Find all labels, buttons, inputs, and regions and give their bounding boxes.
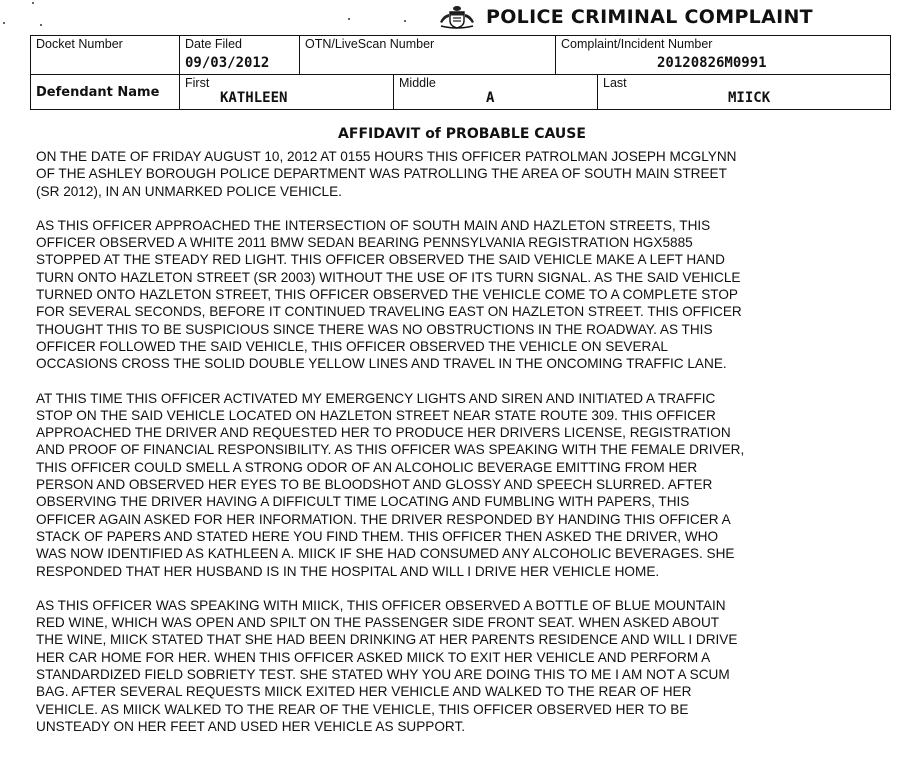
complaint-number-label: Complaint/Incident Number (561, 37, 713, 51)
last-name-label: Last (603, 76, 627, 90)
first-name-cell (180, 75, 394, 110)
docket-number-label: Docket Number (36, 37, 123, 51)
date-filed-cell (180, 36, 300, 75)
last-name-cell (598, 75, 891, 110)
otn-label: OTN/LiveScan Number (305, 37, 435, 51)
middle-name-value: A (486, 90, 495, 106)
affidavit-body (36, 148, 886, 752)
form-header (436, 4, 813, 30)
form-title: POLICE CRIMINAL COMPLAINT (486, 6, 813, 28)
complaint-number-value: 20120826M0991 (657, 55, 767, 71)
docket-number-cell (31, 36, 180, 75)
first-name-label: First (185, 76, 210, 90)
affidavit-paragraph: AT THIS TIME THIS OFFICER ACTIVATED MY EMERGENCY LIGHTS AND SIREN AND INITIATED A TRAFFIC STOP ON THE SAID VEHICLE LOCATED ON HAZLETON STREET NEAR STATE ROUTE 309. THIS OFFICER APPROACHED THE DRIVER AND REQUESTED HER TO PRODUCE HER DRIVERS LICENSE, REGISTRATION AND PROOF OF FINANCIAL RESPONSIBILITY. AS THIS OFFICER WAS SPEAKING WITH THE FEMALE DRIVER, THIS OFFICER COULD SMELL A STRONG ODOR OF AN ALCOHOLIC BEVERAGE EMITTING FROM HER PERSON AND OBSERVED HER EYES TO BE BLOODSHOT AND GLOSSY AND SPEECH SLURRED. AFTER OBSERVING THE DRIVER HAVING A DIFFICULT TIME LOCATING AND FUMBLING WITH PAPERS, THIS OFFICER AGAIN ASKED FOR HER INFORMATION. THE DRIVER RESPONDED BY HANDING THIS OFFICER A STACK OF PAPERS AND STATED HERE YOU FIND THEM. THIS OFFICER THEN ASKED THE DRIVER, WHO WAS NOW IDENTIFIED AS KATHLEEN A. MIICK IF SHE HAD CONSUMED ANY ALCOHOLIC BEVERAGES. SHE RESPONDED THAT HER HUSBAND IS IN THE HOSPITAL AND WILL I DRIVE HER VEHICLE HOME. (36, 390, 745, 579)
date-filed-value: 09/03/2012 (185, 55, 270, 71)
pennsylvania-coat-of-arms-icon (436, 5, 478, 29)
affidavit-paragraph: AS THIS OFFICER APPROACHED THE INTERSECTION OF SOUTH MAIN AND HAZLETON STREETS, THIS OFFICER OBSERVED A WHITE 2011 BMW SEDAN BEARING PENNSYLVANIA REGISTRATION HGX5885 STOPPED AT THE STEADY RED LIGHT. THIS OFFICER OBSERVED THE SAID VEHICLE MAKE A LEFT HAND TURN ONTO HAZLETON STREET (SR 2003) WITHOUT THE USE OF ITS TURN SIGNAL. AS THE SAID VEHICLE TURNED ONTO HAZLETON STREET, THIS OFFICER OBSERVED THE VEHICLE COME TO A COMPLETE STOP FOR SEVERAL SECONDS, BEFORE IT CONTINUED TRAVELING EAST ON HAZLETON STREET. THIS OFFICER THOUGHT THIS TO BE SUSPICIOUS SINCE THERE WAS NO OBSTRUCTIONS IN THE ROADWAY. AS THIS OFFICER FOLLOWED THE SAID VEHICLE, THIS OFFICER OBSERVED THE VEHICLE ON SEVERAL OCCASIONS CROSS THE SOLID DOUBLE YELLOW LINES AND TRAVEL IN THE ONCOMING TRAFFIC LANE. (36, 217, 742, 372)
first-name-value: KATHLEEN (220, 90, 288, 106)
affidavit-paragraph: AS THIS OFFICER WAS SPEAKING WITH MIICK, THIS OFFICER OBSERVED A BOTTLE OF BLUE MOUNTAIN RED WINE, WHICH WAS OPEN AND SPILT ON THE PASSENGER SIDE FRONT SEAT. WHEN ASKED ABOUT THE WINE, MIICK STATED THAT SHE HAD BEEN DRINKING AT HER PARENTS RESIDENCE AND WILL I DRIVE HER CAR HOME FOR HER. WHEN THIS OFFICER ASKED MIICK TO EXIT HER VEHICLE AND PERFORM A STANDARDIZED FIELD SOBRIETY TEST. SHE STATED WHY YOU ARE DOING THIS TO ME I AM NOT A SCUM BAG. AFTER SEVERAL REQUESTS MIICK EXITED HER VEHICLE AND WALKED TO THE REAR OF HER VEHICLE. AS MIICK WALKED TO THE REAR OF THE VEHICLE, THIS OFFICER OBSERVED HER TO BE UNSTEADY ON HER FEET AND USED HER VEHICLE AS SUPPORT. (36, 597, 738, 734)
affidavit-title: AFFIDAVIT of PROBABLE CAUSE (338, 126, 586, 142)
otn-cell (300, 36, 556, 75)
date-filed-label: Date Filed (185, 37, 242, 51)
middle-name-label: Middle (399, 76, 436, 90)
defendant-name-label: Defendant Name (31, 75, 180, 110)
complaint-number-cell (556, 36, 891, 75)
affidavit-paragraph: ON THE DATE OF FRIDAY AUGUST 10, 2012 AT 0155 HOURS THIS OFFICER PATROLMAN JOSEPH MCGLYNN OF THE ASHLEY BOROUGH POLICE DEPARTMENT WAS PATROLLING THE AREA OF SOUTH MAIN STREET (SR 2012), IN AN UNMARKED POLICE VEHICLE. (36, 149, 737, 199)
middle-name-cell (394, 75, 598, 110)
case-info-table (30, 35, 891, 110)
last-name-value: MIICK (728, 90, 771, 106)
